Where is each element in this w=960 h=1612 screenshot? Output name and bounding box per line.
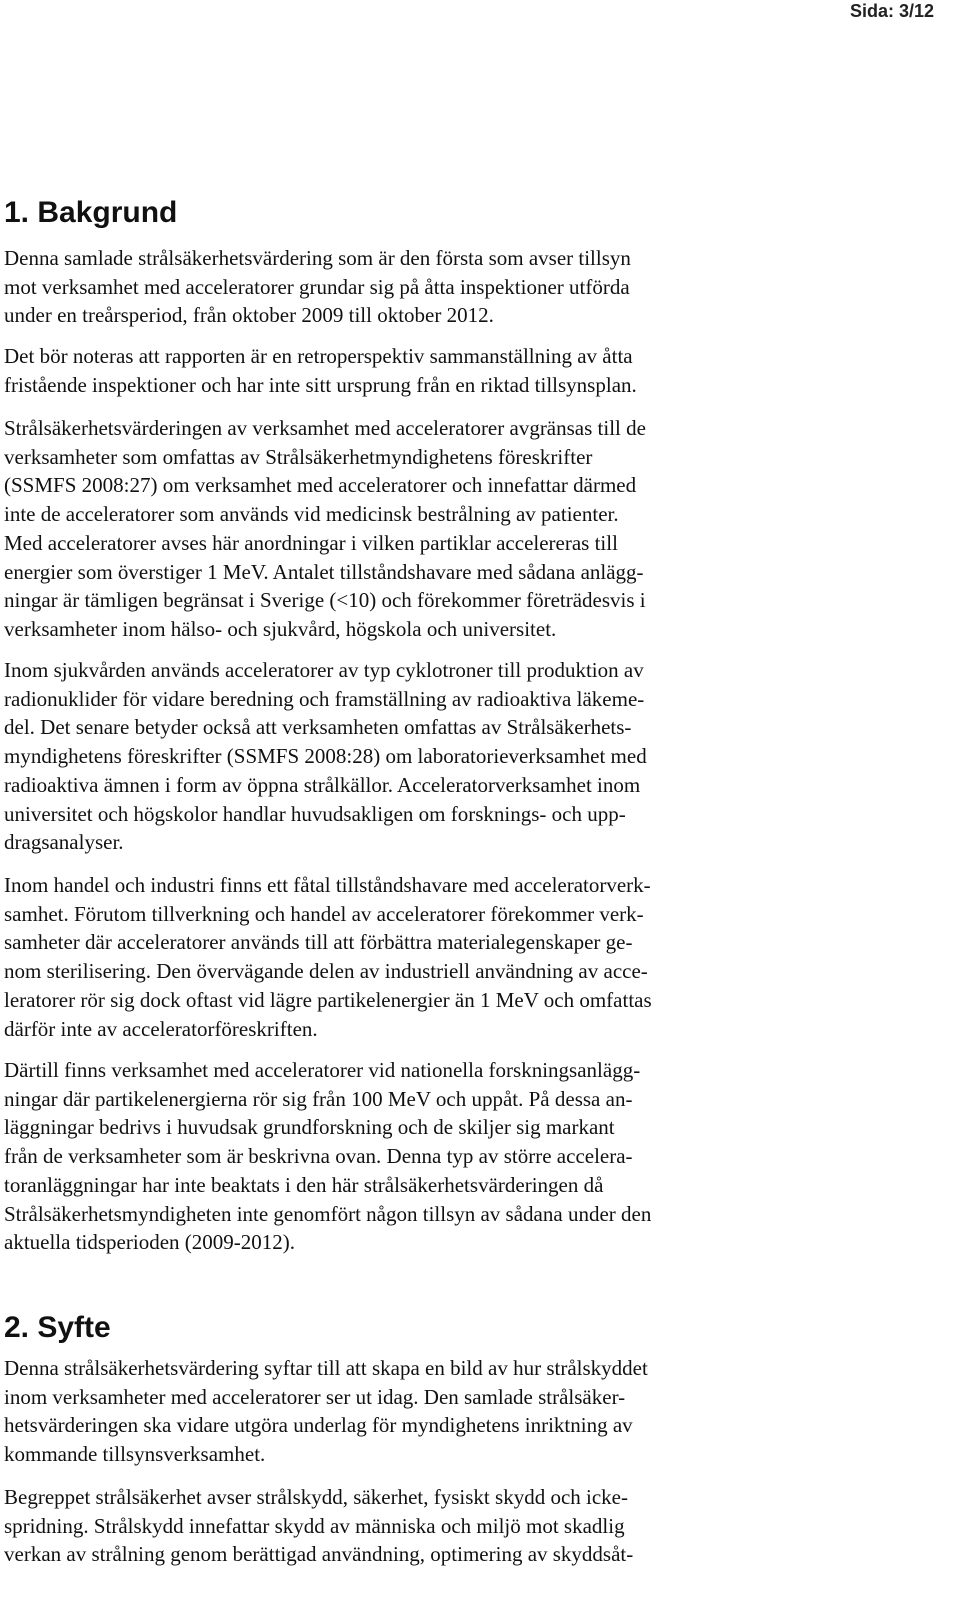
- text-line: ningar där partikelenergierna rör sig från 100 MeV och uppåt. På dessa an-: [4, 1086, 633, 1111]
- text-line: leratorer rör sig dock oftast vid lägre partikelenergier än 1 MeV och omfattas: [4, 987, 652, 1012]
- text-line: myndighetens föreskrifter (SSMFS 2008:28) om laboratorieverksamhet med: [4, 744, 647, 769]
- text-line: radionuklider för vidare beredning och framställning av radioaktiva läkeme-: [4, 686, 645, 711]
- text-line: Med acceleratorer avses här anordningar i vilken partiklar accelereras till: [4, 530, 618, 555]
- text-line: nom sterilisering. Den övervägande delen av industriell användning av acce-: [4, 959, 648, 984]
- text-line: energier som överstiger 1 MeV. Antalet tillståndshavare med sådana anlägg-: [4, 559, 644, 584]
- text-line: Inom handel och industri finns ett fåtal tillståndshavare med acceleratorverk-: [4, 873, 651, 897]
- text-line: toranläggningar har inte beaktats i den här strålsäkerhetsvärderingen då: [4, 1172, 604, 1197]
- text-line: inom verksamheter med acceleratorer ser ut idag. Den samlade strålsäker-: [4, 1384, 626, 1409]
- paragraph: [4, 414, 774, 644]
- text-line: spridning. Strålskydd innefattar skydd av människa och miljö mot skadlig: [4, 1513, 625, 1538]
- text-line: (SSMFS 2008:27) om verksamhet med acceleratorer och innefattar därmed: [4, 473, 637, 498]
- page-number: Sida: 3/12: [849, 1, 934, 21]
- text-line: läggningar bedrivs i huvudsak grundforskning och de skiljer sig markant: [4, 1115, 615, 1140]
- text-line: samhet. Förutom tillverkning och handel av acceleratorer förekommer verk-: [4, 901, 644, 926]
- text-line: Denna samlade strålsäkerhetsvärdering som är den första som avser tillsyn: [4, 246, 631, 270]
- text-line: Denna strålsäkerhetsvärdering syftar till att skapa en bild av hur strålskyddet: [4, 1356, 648, 1380]
- text-line: under en treårsperiod, från oktober 2009 till oktober 2012.: [4, 303, 494, 328]
- text-line: verksamheter inom hälso- och sjukvård, högskola och universitet.: [4, 616, 557, 641]
- paragraph: [4, 1056, 774, 1257]
- text-line: därför inte av acceleratorföreskriften.: [4, 1016, 318, 1041]
- text-line: mot verksamhet med acceleratorer grundar sig på åtta inspektioner utförda: [4, 274, 630, 299]
- text-line: kommande tillsynsverksamhet.: [4, 1442, 266, 1467]
- section-heading-syfte: 2. Syfte: [4, 1311, 111, 1344]
- text-line: inte de acceleratorer som används vid medicinsk bestrålning av patienter.: [4, 502, 619, 527]
- text-line: verkan av strålning genom berättigad användning, optimering av skyddsåt-: [4, 1542, 634, 1567]
- paragraph: [4, 1483, 774, 1569]
- text-line: Det bör noteras att rapporten är en retroperspektiv sammanställning av åtta: [4, 344, 633, 368]
- text-line: samheter där acceleratorer används till att förbättra materialegenskaper ge-: [4, 930, 633, 955]
- text-line: fristående inspektioner och har inte sitt ursprung från en riktad tillsynsplan.: [4, 372, 637, 397]
- text-line: aktuella tidsperioden (2009-2012).: [4, 1230, 296, 1255]
- text-line: Begreppet strålsäkerhet avser strålskydd, säkerhet, fysiskt skydd och icke-: [4, 1485, 628, 1509]
- section-heading-bakgrund: 1. Bakgrund: [4, 196, 178, 229]
- text-line: ningar är tämligen begränsat i Sverige (<10) och förekommer företrädesvis i: [4, 588, 646, 613]
- text-line: Därtill finns verksamhet med acceleratorer vid nationella forskningsanlägg-: [4, 1058, 641, 1082]
- paragraph: [4, 1354, 774, 1469]
- text-line: universitet och högskolor handlar huvudsakligen om forsknings- och upp-: [4, 801, 626, 826]
- text-line: del. Det senare betyder också att verksamheten omfattas av Strålsäkerhets-: [4, 715, 632, 740]
- paragraph: [4, 244, 774, 330]
- text-line: Strålsäkerhetsmyndigheten inte genomfört någon tillsyn av sådana under den: [4, 1201, 652, 1226]
- text-line: radioaktiva ämnen i form av öppna strålkällor. Acceleratorverksamhet inom: [4, 772, 641, 797]
- text-line: från de verksamheter som är beskrivna ovan. Denna typ av större accelera-: [4, 1144, 633, 1169]
- text-line: verksamheter som omfattas av Strålsäkerhetmyndighetens föreskrifter: [4, 444, 593, 469]
- paragraph: [4, 656, 774, 857]
- text-line: dragsanalyser.: [4, 830, 124, 855]
- paragraph: [4, 871, 774, 1043]
- text-line: Inom sjukvården används acceleratorer av typ cyklotroner till produktion av: [4, 658, 644, 682]
- text-line: hetsvärderingen ska vidare utgöra underlag för myndighetens inriktning av: [4, 1413, 633, 1438]
- paragraph: [4, 342, 774, 399]
- text-line: Strålsäkerhetsvärderingen av verksamhet med acceleratorer avgränsas till de: [4, 416, 646, 440]
